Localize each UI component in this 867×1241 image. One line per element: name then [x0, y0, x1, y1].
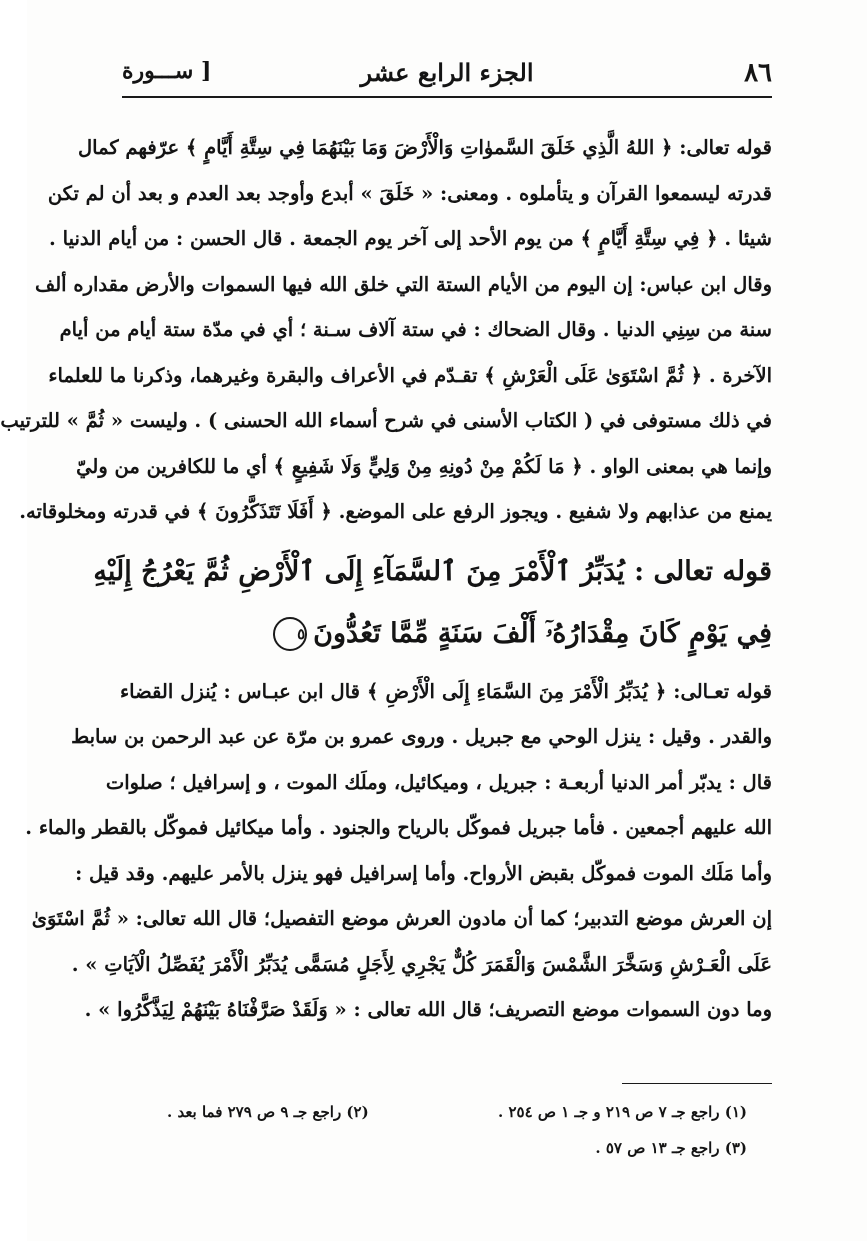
text-line: سنة من سِنِي الدنيا . وقال الضحاك : في ستة آلاف سـنة ؛ أي في مدّة ستة أيام من أيام — [59, 318, 772, 341]
verse-line-final — [120, 603, 772, 665]
footnote-2: (٢) راجع جـ ٩ ص ٢٧٩ فما بعد . — [167, 1103, 369, 1121]
text-line: عَلَى الْعَـرْشِ وَسَخَّرَ الشَّمْسَ وَالْقَمَرَ كُلٌّ يَجْرِي لِأَجَلٍ مُسَمًّى يُدَبِّرُ الْأَمْرَ يُفَصِّلُ الْآيَاتِ » . — [71, 952, 772, 976]
text-line: في ذلك مستوفى في ( الكتاب الأسنى في شرح أسماء الله الحسنى ) . وليست « ثُمَّ » للترتيب — [0, 409, 772, 432]
text-line: إن العرش موضع التدبير؛ كما أن مادون العرش موضع التفصيل؛ قال الله تعالى: « ثُمَّ اسْتَوَىٰ — [31, 907, 772, 930]
text-line: والقدر . وقيل : ينزل الوحي مع جبريل . وروى عمرو بن مرّة عن عبد الرحمن بن سابط — [71, 725, 772, 748]
text-line: وإنما هي بمعنى الواو . ﴿ مَا لَكُمْ مِنْ دُونِهِ مِنْ وَلِيٍّ وَلَا شَفِيعٍ ﴾ أي ما للكافرين من وليّ — [76, 454, 772, 478]
footnotes — [167, 1094, 747, 1166]
page-number: ٨٦ — [744, 58, 772, 88]
ayah-number-marker: ٥ — [273, 617, 307, 651]
text-line: قدرته ليسمعوا القرآن و يتأملوه . ومعنى: « خَلَقَ » أبدع وأوجد بعد العدم و بعد أن لم تكن — [47, 181, 772, 205]
text-line: وقال ابن عباس: إن اليوم من الأيام الستة التي خلق الله فيها السموات والأرض مقداره ألف — [35, 272, 772, 296]
part-title: الجزء الرابع عشر — [360, 58, 534, 87]
surah-label: [ ســـورة — [122, 58, 212, 84]
text-line: قوله تعالى: ﴿ اللهُ الَّذِي خَلَقَ السَّموٰاتِ وَالْأَرْضَ وَمَا بَيْنَهُمَا فِي سِتَّةِ أَيَّامٍ ﴾ عرّفهم كمال — [77, 136, 772, 159]
text-line: يمنع من عذابهم ولا شفيع . ويجوز الرفع على الموضع. ﴿ أَفَلَا تَتَذَكَّرُونَ ﴾ في قدرته ومخلوقاته. — [19, 500, 772, 523]
footnote-divider — [622, 1083, 772, 1084]
text-line: قوله تعـالى: ﴿ يُدَبِّرُ الْأَمْرَ مِنَ السَّمَاءِ إِلَى الْأَرْضِ ﴾ قال ابن عبـاس : يُنزل القضاء — [120, 679, 772, 703]
header-divider — [122, 96, 772, 98]
text-line: الله عليهم أجمعين . فأما جبريل فموكّل بالرياح والجنود . وأما ميكائيل فموكّل بالقطر والماء . — [25, 816, 772, 839]
page-header — [122, 52, 772, 96]
footnote-row — [167, 1094, 747, 1130]
text-line: شيئا . ﴿ فِي سِتَّةِ أَيَّامٍ ﴾ من يوم الأحد إلى آخر يوم الجمعة . قال الحسن : من أيام الدنيا . — [49, 227, 772, 250]
text-line: وما دون السموات موضع التصريف؛ قال الله تعالى : « وَلَقَدْ صَرَّفْنَاهُ بَيْنَهُمْ لِيَذَّكَّرُوا » . — [84, 998, 772, 1021]
footnote-row — [167, 1130, 747, 1166]
footnote-3: (٣) راجع جـ ١٣ ص ٥٧ . — [595, 1139, 747, 1157]
main-text — [0, 125, 772, 1033]
footnote-1: (١) راجع جـ ٧ ص ٢١٩ و جـ ١ ص ٢٥٤ . — [498, 1103, 747, 1121]
text-line: الآخرة . ﴿ ثُمَّ اسْتَوَىٰ عَلَى الْعَرْشِ ﴾ تقـدّم في الأعراف والبقرة وغيرهما، وذكرنا ما للعلماء — [48, 363, 772, 387]
verse-line-text: فِي يَوْمٍ كَانَ مِقْدَارُهُۥٓ أَلْفَ سَنَةٍ مِّمَّا تَعُدُّونَ — [313, 617, 772, 649]
quran-verse — [93, 541, 772, 665]
verse-line: قوله تعالى : يُدَبِّرُ ٱلْأَمْرَ مِنَ ٱلسَّمَآءِ إِلَى ٱلْأَرْضِ ثُمَّ يَعْرُجُ إِلَيْهِ — [93, 555, 772, 587]
text-line: وأما مَلَك الموت فموكّل بقبض الأرواح. وأما إسرافيل فهو ينزل بالأمر عليهم. وقد قيل : — [75, 861, 772, 885]
text-line: قال : يدبّر أمر الدنيا أربعـة : جبريل ، وميكائيل، وملَك الموت ، و إسرافيل ؛ صلوات — [105, 770, 772, 794]
